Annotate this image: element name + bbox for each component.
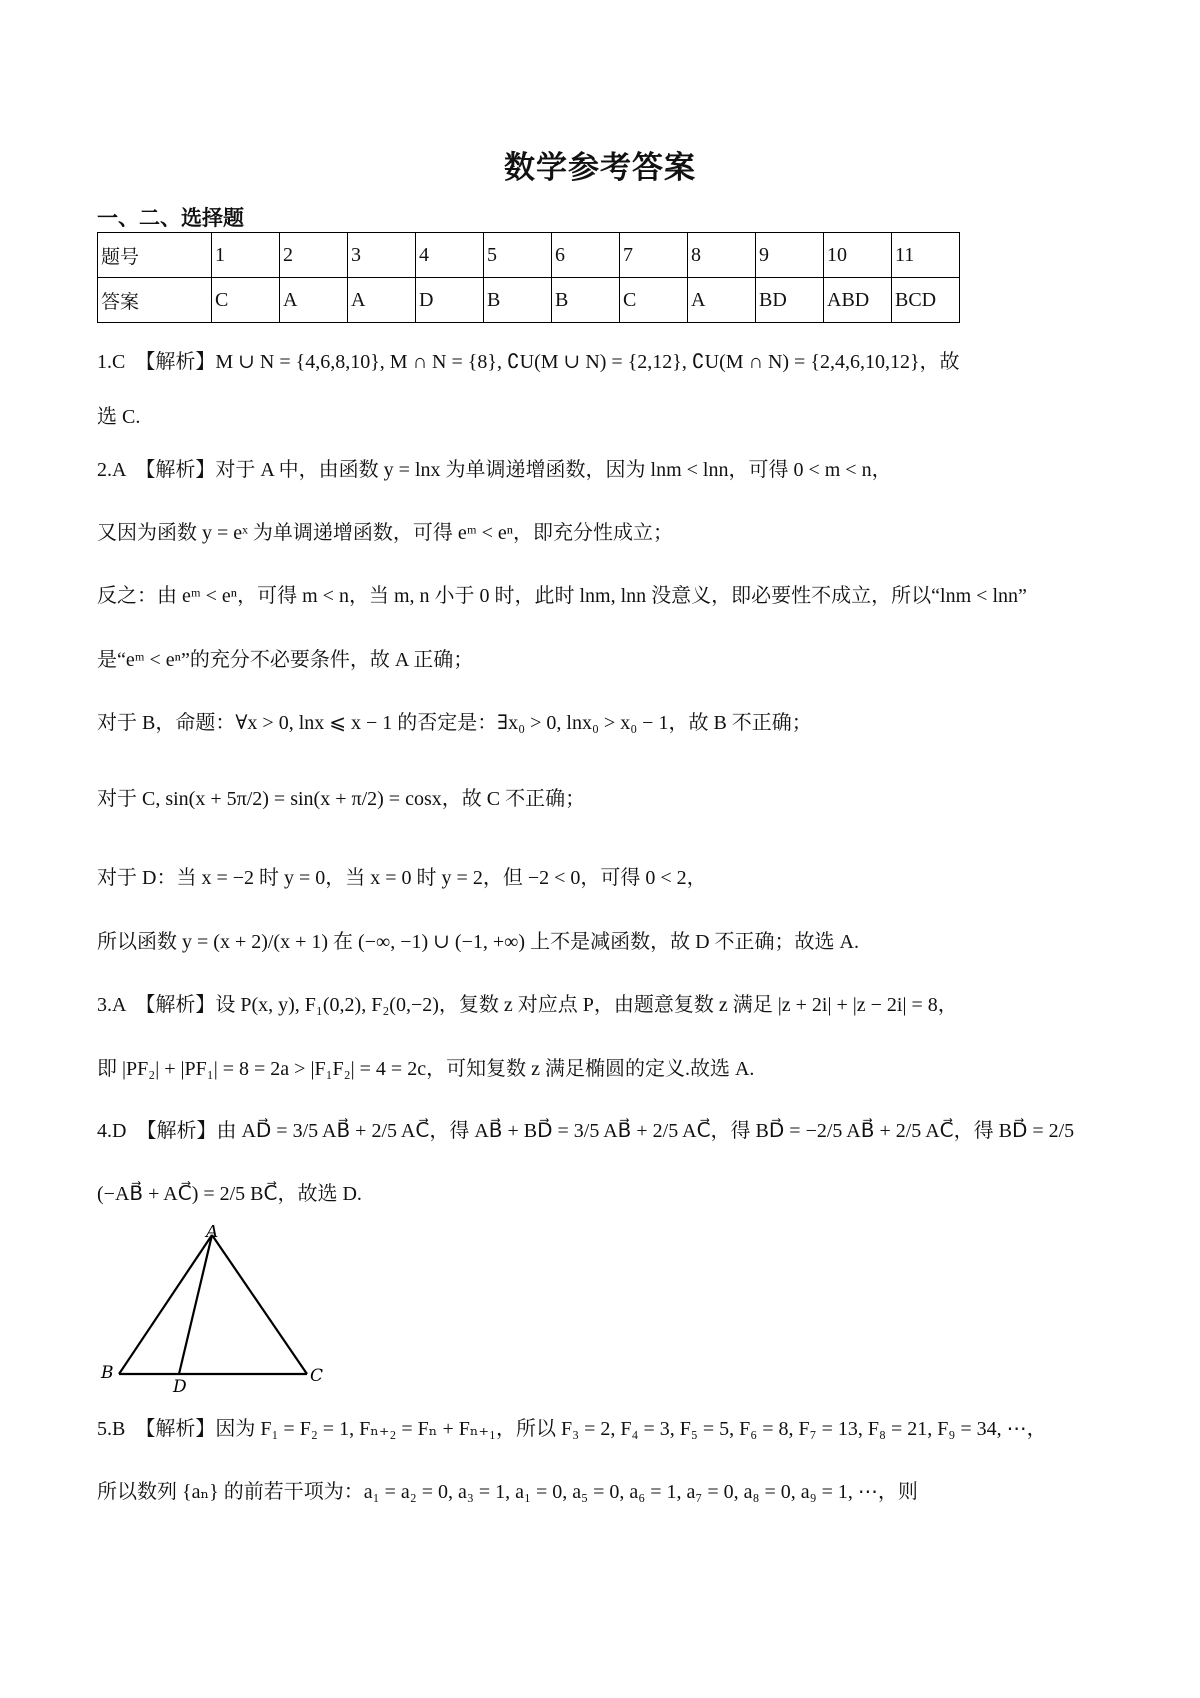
table-cell: BD xyxy=(756,278,824,323)
table-cell: ABD xyxy=(824,278,892,323)
solution-line: 2.A 【解析】对于 A 中，由函数 y = lnx 为单调递增函数，因为 lnm < lnn，可得 0 < m < n， xyxy=(97,459,892,481)
table-cell: 10 xyxy=(824,233,892,278)
section-heading: 一、二、选择题 xyxy=(97,206,244,230)
table-cell: 3 xyxy=(348,233,416,278)
table-cell: 8 xyxy=(688,233,756,278)
table-cell: D xyxy=(416,278,484,323)
solution-line: 所以函数 y = (x + 2)/(x + 1) 在 (−∞, −1) ∪ (−1, +∞) 上不是减函数，故 D 不正确；故选 A. xyxy=(97,931,859,953)
vertex-label-d: D xyxy=(173,1377,187,1395)
solution-line: 选 C. xyxy=(97,406,141,428)
triangle-diagram xyxy=(97,1225,327,1395)
table-cell: A xyxy=(280,278,348,323)
vertex-label-a: A xyxy=(206,1225,219,1242)
vertex-label-c: C xyxy=(310,1366,324,1386)
solution-line: 1.C 【解析】M ∪ N = {4,6,8,10}, M ∩ N = {8}, ∁U(M ∪ N) = {2,12}, ∁U(M ∩ N) = {2,4,6,10,12}，故 xyxy=(97,351,960,373)
solution-line: 对于 B，命题：∀x > 0, lnx ⩽ x − 1 的否定是：∃x₀ > 0, lnx₀ > x₀ − 1，故 B 不正确； xyxy=(97,712,812,734)
table-cell: A xyxy=(688,278,756,323)
side-ab xyxy=(119,1235,212,1374)
triangle-figure xyxy=(97,1225,327,1395)
table-cell: 9 xyxy=(756,233,824,278)
solution-line: (−AB⃗ + AC⃗) = 2/5 BC⃗，故选 D. xyxy=(97,1183,362,1205)
row-label-number: 题号 xyxy=(98,233,212,278)
table-cell: BCD xyxy=(892,278,960,323)
solution-line: 所以数列 {aₙ} 的前若干项为：a₁ = a₂ = 0, a₃ = 1, a₁ = 0, a₅ = 0, a₆ = 1, a₇ = 0, a₈ = 0, a₉ = 1, ⋯，则 xyxy=(97,1481,918,1503)
answer-table xyxy=(97,232,960,323)
table-cell: 4 xyxy=(416,233,484,278)
table-row xyxy=(98,233,960,278)
page-title: 数学参考答案 xyxy=(504,150,696,186)
table-cell: C xyxy=(620,278,688,323)
table-cell: B xyxy=(552,278,620,323)
side-ac xyxy=(212,1235,307,1374)
table-cell: B xyxy=(484,278,552,323)
vertex-label-b: B xyxy=(101,1363,114,1383)
row-label-answer: 答案 xyxy=(98,278,212,323)
solution-line: 5.B 【解析】因为 F₁ = F₂ = 1, Fₙ₊₂ = Fₙ + Fₙ₊₁，所以 F₃ = 2, F₄ = 3, F₅ = 5, F₆ = 8, F₇ = 13, F₈ = 21, F₉ = 34, ⋯， xyxy=(97,1418,1047,1440)
solution-line: 又因为函数 y = eˣ 为单调递增函数，可得 eᵐ < eⁿ，即充分性成立； xyxy=(97,522,674,544)
table-cell: 6 xyxy=(552,233,620,278)
solution-line: 3.A 【解析】设 P(x, y), F₁(0,2), F₂(0,−2)，复数 z 对应点 P，由题意复数 z 满足 |z + 2i| + |z − 2i| = 8， xyxy=(97,994,958,1016)
solution-line: 即 |PF₂| + |PF₁| = 8 = 2a > |F₁F₂| = 4 = 2c，可知复数 z 满足椭圆的定义.故选 A. xyxy=(97,1058,755,1080)
solution-line: 对于 D：当 x = −2 时 y = 0，当 x = 0 时 y = 2，但 −2 < 0，可得 0 < 2， xyxy=(97,867,707,889)
table-cell: 11 xyxy=(892,233,960,278)
solution-line: 4.D 【解析】由 AD⃗ = 3/5 AB⃗ + 2/5 AC⃗，得 AB⃗ + BD⃗ = 3/5 AB⃗ + 2/5 AC⃗，得 BD⃗ = −2/5 AB⃗ + 2/5 AC⃗，得 BD⃗ = 2/5 xyxy=(97,1120,1075,1142)
segment-ad xyxy=(179,1235,212,1374)
table-cell: 1 xyxy=(212,233,280,278)
table-cell: A xyxy=(348,278,416,323)
solution-line: 是“eᵐ < eⁿ”的充分不必要条件，故 A 正确； xyxy=(97,649,474,671)
solution-line: 反之：由 eᵐ < eⁿ，可得 m < n，当 m, n 小于 0 时，此时 lnm, lnn 没意义，即必要性不成立，所以“lnm < lnn” xyxy=(97,585,1027,607)
solution-line: 对于 C, sin(x + 5π/2) = sin(x + π/2) = cosx，故 C 不正确； xyxy=(97,788,586,810)
table-row xyxy=(98,278,960,323)
table-cell: 5 xyxy=(484,233,552,278)
table-cell: C xyxy=(212,278,280,323)
table-cell: 2 xyxy=(280,233,348,278)
table-cell: 7 xyxy=(620,233,688,278)
